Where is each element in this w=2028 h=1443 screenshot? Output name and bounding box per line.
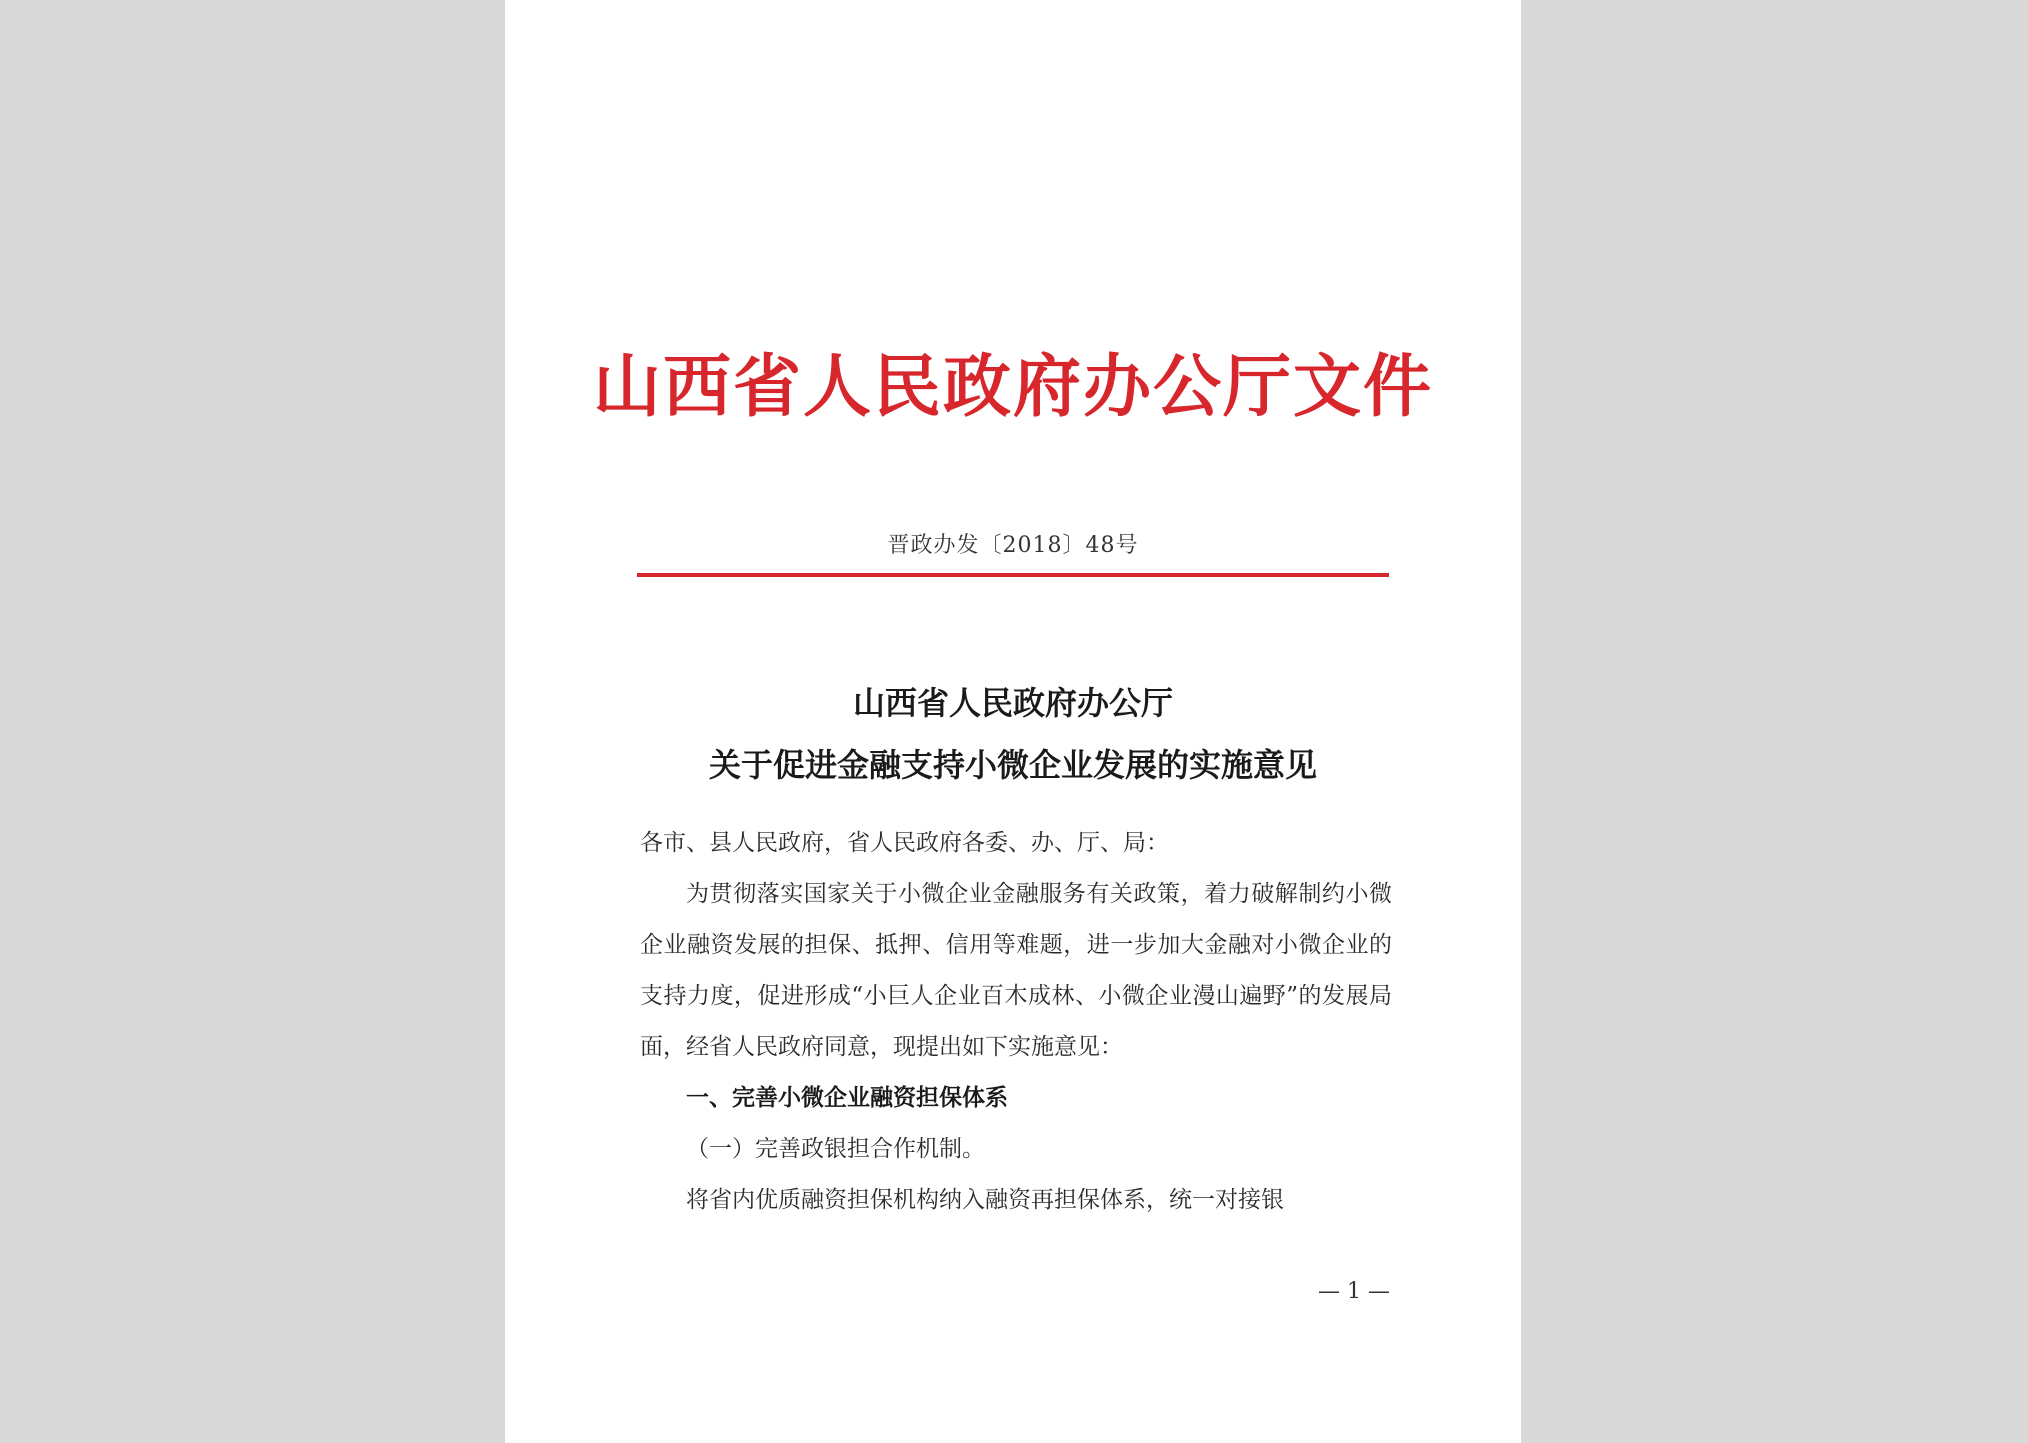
red-divider-line xyxy=(637,573,1389,577)
document-title-line-2: 关于促进金融支持小微企业发展的实施意见 xyxy=(708,746,1317,784)
section-heading: 一、完善小微企业融资担保体系 xyxy=(686,1085,1008,1111)
document-header-title: 山西省人民政府办公厅文件 xyxy=(592,348,1433,427)
document-title xyxy=(505,672,1521,796)
document-number: 晋政办发〔2018〕48号 xyxy=(887,533,1139,558)
body-paragraph: 将省内优质融资担保机构纳入融资再担保体系，统一对接银 xyxy=(686,1187,1284,1213)
subsection-heading: （一）完善政银担合作机制。 xyxy=(686,1136,985,1162)
document-page xyxy=(505,0,1521,1443)
document-body xyxy=(640,818,1392,1226)
intro-paragraph: 为贯彻落实国家关于小微企业金融服务有关政策，着力破解制约小微企业融资发展的担保、抵押、信用等难题，进一步加大金融对小微企业的支持力度，促进形成“小巨人企业百木成林、小微企业漫山遍野”的发展局面，经省人民政府同意，现提出如下实施意见： xyxy=(640,881,1392,1060)
document-title-line-1: 山西省人民政府办公厅 xyxy=(852,684,1173,722)
page-number: — 1 — xyxy=(1318,1279,1390,1304)
salutation: 各市、县人民政府，省人民政府各委、办、厅、局： xyxy=(640,830,1169,856)
